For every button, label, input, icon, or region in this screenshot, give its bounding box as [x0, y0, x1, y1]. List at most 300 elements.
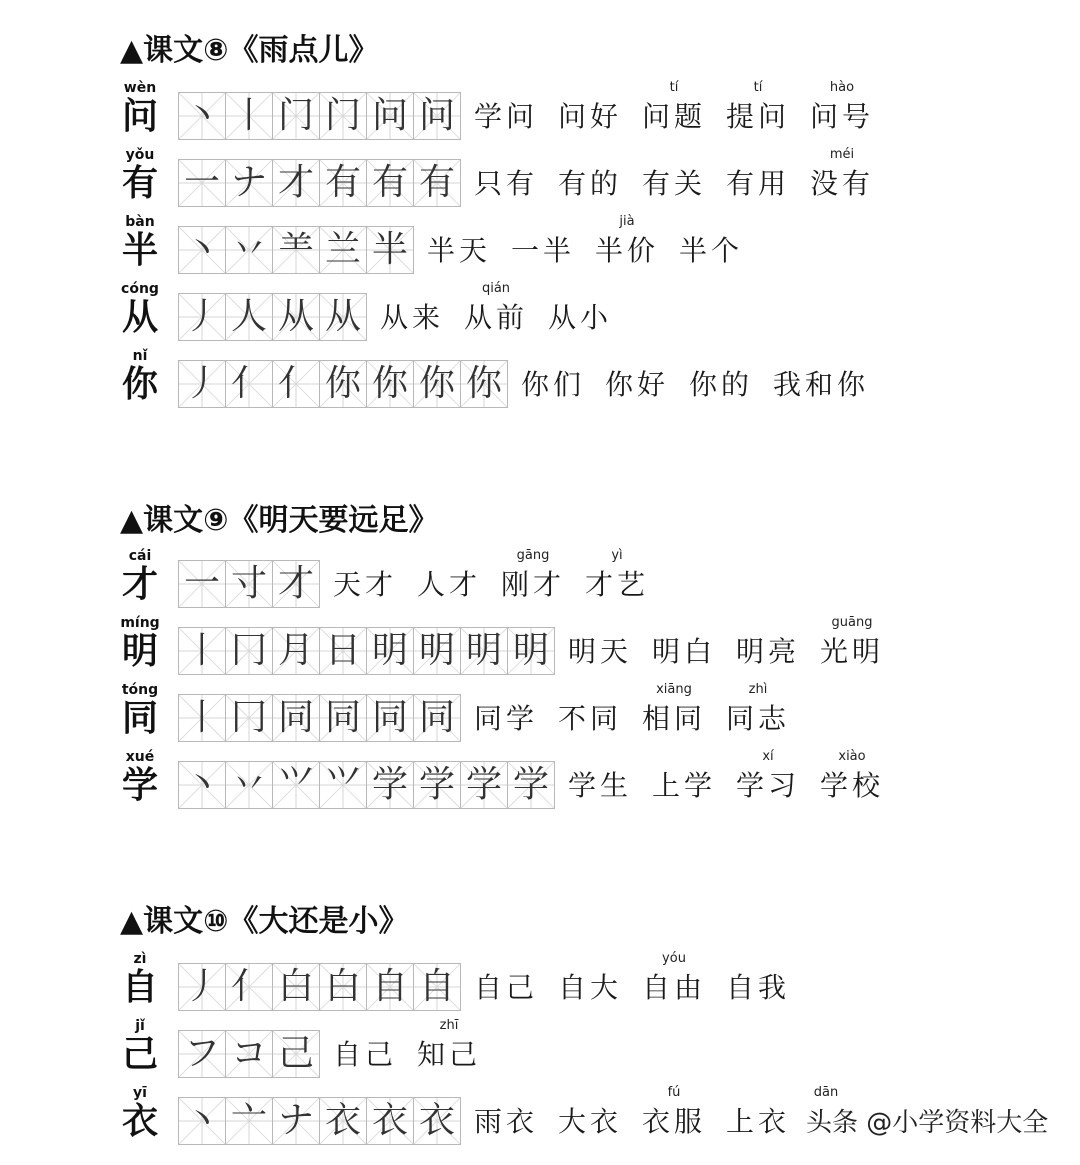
word-text: 半价 [595, 234, 660, 267]
vocab-word [642, 951, 706, 1011]
watermark: 头条 @小学资料大全 [806, 1108, 1049, 1138]
word-text: 明天 [568, 635, 633, 668]
stroke-step: 一 [183, 563, 220, 604]
vocab-word [474, 147, 538, 207]
character-glyph: 明 [121, 630, 158, 672]
stroke-step: 衣 [418, 1100, 455, 1141]
stroke-cell [178, 694, 226, 742]
stroke-step: 丿 [183, 363, 220, 404]
word-text: 明白 [652, 635, 717, 668]
vocab-word [652, 749, 716, 809]
stroke-cell [319, 360, 367, 408]
word-text: 你们 [521, 368, 586, 401]
character-glyph: 自 [121, 966, 158, 1008]
character-pinyin: cóng [121, 281, 159, 297]
character-row [0, 615, 1080, 685]
word-text: 没有 [810, 167, 875, 200]
stroke-step: 门 [277, 95, 314, 136]
stroke-order-grid [178, 226, 413, 274]
word-text: 问号 [810, 100, 875, 133]
vocab-word [474, 682, 538, 742]
stroke-step: 亻 [230, 966, 267, 1007]
vocab-word [474, 80, 538, 140]
character-row [0, 1018, 1080, 1088]
word-list [568, 615, 904, 675]
vocab-word [568, 749, 632, 809]
word-pinyin: tí [669, 80, 679, 95]
vocab-word [558, 147, 622, 207]
word-list [474, 1085, 862, 1145]
stroke-step: 学 [418, 764, 455, 805]
word-text: 衣服 [642, 1105, 707, 1138]
stroke-step: 才 [277, 563, 314, 604]
stroke-cell [507, 761, 555, 809]
character-pinyin: yǒu [125, 147, 155, 163]
stroke-step: 学 [465, 764, 502, 805]
vocab-word [820, 749, 884, 809]
stroke-cell [225, 293, 273, 341]
character-pinyin: nǐ [132, 348, 148, 364]
word-text: 同志 [726, 702, 791, 735]
word-text: 一半 [511, 234, 576, 267]
vocab-word [474, 951, 538, 1011]
stroke-cell [178, 226, 226, 274]
stroke-step: 明 [371, 630, 408, 671]
vocab-word [726, 147, 790, 207]
stroke-step: 白 [277, 966, 314, 1007]
character-pinyin: jǐ [135, 1018, 145, 1034]
stroke-step: 丿 [183, 966, 220, 1007]
word-list [474, 80, 894, 140]
word-text: 提问 [726, 100, 791, 133]
character-glyph: 同 [121, 697, 158, 739]
vocab-word [726, 80, 790, 140]
vocab-word [810, 147, 874, 207]
stroke-step: 从 [277, 296, 314, 337]
lesson-title: ▲课文⑨《明天要远足》 [120, 503, 439, 538]
stroke-step: 人 [230, 296, 267, 337]
word-pinyin: tí [753, 80, 763, 95]
vocab-word [642, 682, 706, 742]
stroke-cell [225, 761, 273, 809]
stroke-step: 自 [371, 966, 408, 1007]
word-text: 学校 [820, 769, 885, 802]
stroke-cell [178, 360, 226, 408]
word-text: 明亮 [736, 635, 801, 668]
character-row [0, 214, 1080, 284]
character-pinyin: xué [125, 749, 155, 765]
word-text: 你好 [605, 368, 670, 401]
stroke-cell [319, 92, 367, 140]
word-text: 问题 [642, 100, 707, 133]
stroke-step: 明 [512, 630, 549, 671]
word-list [380, 281, 632, 341]
stroke-step: 丨 [230, 95, 267, 136]
word-pinyin: guāng [831, 615, 873, 630]
word-text: 从前 [464, 301, 529, 334]
vocab-word [820, 615, 884, 675]
vocab-word [417, 548, 481, 608]
stroke-step: 一 [183, 162, 220, 203]
vocab-word [558, 80, 622, 140]
stroke-cell [178, 761, 226, 809]
stroke-step: 丶 [183, 229, 220, 270]
vocab-word [380, 281, 444, 341]
stroke-cell [178, 963, 226, 1011]
character-row [0, 749, 1080, 819]
character-glyph: 你 [121, 363, 158, 405]
word-pinyin: dān [813, 1085, 839, 1100]
vocab-word [726, 682, 790, 742]
word-pinyin: xiào [838, 749, 866, 764]
stroke-cell [272, 761, 320, 809]
character-glyph: 衣 [121, 1100, 158, 1142]
word-text: 自己 [474, 971, 539, 1004]
stroke-step: 衣 [324, 1100, 361, 1141]
stroke-cell [225, 159, 273, 207]
stroke-order-grid [178, 360, 507, 408]
vocab-word [736, 749, 800, 809]
stroke-step: 学 [371, 764, 408, 805]
stroke-cell [225, 1097, 273, 1145]
vocab-word [652, 615, 716, 675]
word-pinyin: xiāng [656, 682, 692, 697]
word-text: 你的 [689, 368, 754, 401]
word-text: 从来 [380, 301, 445, 334]
stroke-cell [272, 226, 320, 274]
word-text: 刚才 [501, 568, 566, 601]
vocab-word [501, 548, 565, 608]
stroke-cell [366, 1097, 414, 1145]
stroke-cell [178, 92, 226, 140]
stroke-step: 亠 [230, 1100, 267, 1141]
vocab-word [679, 214, 743, 274]
stroke-cell [413, 761, 461, 809]
stroke-step: 丨 [183, 630, 220, 671]
word-text: 人才 [417, 568, 482, 601]
word-text: 从小 [548, 301, 613, 334]
stroke-step: 丿 [183, 296, 220, 337]
character-glyph: 从 [121, 296, 158, 338]
stroke-step: コ [230, 1033, 267, 1074]
stroke-cell [366, 761, 414, 809]
word-list [474, 951, 810, 1011]
word-text: 有关 [642, 167, 707, 200]
vocab-word [558, 1085, 622, 1145]
stroke-step: 丶 [183, 1100, 220, 1141]
stroke-cell [319, 1097, 367, 1145]
vocab-word [585, 548, 649, 608]
word-list [474, 682, 810, 742]
vocab-word [726, 1085, 790, 1145]
vocab-word [689, 348, 753, 408]
word-text: 半天 [427, 234, 492, 267]
vocab-word [568, 615, 632, 675]
stroke-step: 月 [277, 630, 314, 671]
stroke-cell [319, 694, 367, 742]
stroke-step: ⺍ [277, 764, 314, 805]
vocab-word [333, 1018, 397, 1078]
vocab-word [511, 214, 575, 274]
stroke-order-grid [178, 694, 460, 742]
stroke-cell [225, 1030, 273, 1078]
word-text: 只有 [474, 167, 539, 200]
stroke-step: 自 [418, 966, 455, 1007]
stroke-cell [413, 963, 461, 1011]
stroke-step: 同 [277, 697, 314, 738]
vocab-word [726, 951, 790, 1011]
stroke-step: 你 [465, 363, 502, 404]
stroke-cell [366, 963, 414, 1011]
stroke-step: 白 [324, 966, 361, 1007]
vocab-word [548, 281, 612, 341]
stroke-step: 丷 [230, 229, 267, 270]
word-text: 才艺 [585, 568, 650, 601]
word-list [333, 1018, 501, 1078]
stroke-step: 亻 [277, 363, 314, 404]
vocab-word [558, 682, 622, 742]
stroke-order-grid [178, 560, 319, 608]
vocab-word [521, 348, 585, 408]
stroke-step: 你 [371, 363, 408, 404]
stroke-cell [272, 293, 320, 341]
stroke-order-grid [178, 761, 554, 809]
stroke-step: 明 [465, 630, 502, 671]
word-pinyin: méi [829, 147, 855, 162]
stroke-step: 明 [418, 630, 455, 671]
word-pinyin: yóu [662, 951, 686, 966]
word-text: 学习 [736, 769, 801, 802]
stroke-cell [178, 560, 226, 608]
character-row [0, 548, 1080, 618]
vocab-word [417, 1018, 481, 1078]
stroke-cell [272, 159, 320, 207]
stroke-order-grid [178, 1097, 460, 1145]
stroke-cell [272, 963, 320, 1011]
stroke-step: 问 [418, 95, 455, 136]
character-pinyin: míng [120, 615, 160, 631]
stroke-step: 同 [324, 697, 361, 738]
stroke-cell [413, 627, 461, 675]
word-text: 半个 [679, 234, 744, 267]
character-glyph: 有 [121, 162, 158, 204]
stroke-step: ⺷ [277, 229, 314, 270]
lesson-title: ▲课文⑩《大还是小》 [120, 904, 409, 939]
stroke-step: 己 [277, 1033, 314, 1074]
stroke-step: 丷 [230, 764, 267, 805]
stroke-cell [319, 761, 367, 809]
stroke-step: 有 [371, 162, 408, 203]
stroke-cell [225, 226, 273, 274]
vocab-word [736, 615, 800, 675]
stroke-cell [460, 360, 508, 408]
stroke-cell [178, 1097, 226, 1145]
stroke-step: 有 [418, 162, 455, 203]
word-pinyin: hào [829, 80, 855, 95]
stroke-order-grid [178, 293, 366, 341]
stroke-step: ナ [277, 1100, 314, 1141]
stroke-cell [272, 560, 320, 608]
character-glyph: 才 [121, 563, 158, 605]
stroke-cell [225, 92, 273, 140]
stroke-step: 才 [277, 162, 314, 203]
stroke-step: 问 [371, 95, 408, 136]
stroke-cell [178, 293, 226, 341]
stroke-cell [272, 694, 320, 742]
stroke-cell [225, 627, 273, 675]
stroke-step: 门 [324, 95, 361, 136]
word-pinyin: yì [611, 548, 623, 563]
stroke-cell [413, 92, 461, 140]
character-pinyin: wèn [123, 80, 157, 96]
word-list [427, 214, 763, 274]
stroke-cell [272, 360, 320, 408]
stroke-step: 你 [418, 363, 455, 404]
stroke-order-grid [178, 963, 460, 1011]
stroke-step: 丶 [183, 764, 220, 805]
stroke-cell [413, 159, 461, 207]
stroke-step: 亻 [230, 363, 267, 404]
stroke-cell [366, 159, 414, 207]
word-text: 雨衣 [474, 1105, 539, 1138]
stroke-step: 丨 [183, 697, 220, 738]
stroke-step: 有 [324, 162, 361, 203]
vocab-word [642, 1085, 706, 1145]
word-text: 同学 [474, 702, 539, 735]
stroke-cell [225, 560, 273, 608]
stroke-step: フ [183, 1033, 220, 1074]
character-glyph: 问 [121, 95, 158, 137]
word-pinyin: zhī [439, 1018, 459, 1033]
stroke-step: 兰 [324, 229, 361, 270]
character-row [0, 80, 1080, 150]
stroke-step: 半 [371, 229, 408, 270]
character-pinyin: zì [133, 951, 147, 967]
character-row [0, 147, 1080, 217]
stroke-cell [225, 694, 273, 742]
word-text: 问好 [558, 100, 623, 133]
stroke-cell [413, 1097, 461, 1145]
stroke-step: 日 [324, 630, 361, 671]
character-glyph: 己 [121, 1033, 158, 1075]
character-row [0, 348, 1080, 418]
word-list [474, 147, 894, 207]
stroke-step: 从 [324, 296, 361, 337]
vocab-word [558, 951, 622, 1011]
stroke-cell [272, 1030, 320, 1078]
stroke-order-grid [178, 1030, 319, 1078]
stroke-cell [319, 627, 367, 675]
lesson-title: ▲课文⑧《雨点儿》 [120, 33, 379, 68]
stroke-cell [319, 226, 367, 274]
stroke-cell [366, 360, 414, 408]
vocab-word [595, 214, 659, 274]
word-text: 上衣 [726, 1105, 791, 1138]
stroke-step: 寸 [230, 563, 267, 604]
stroke-step: 你 [324, 363, 361, 404]
stroke-cell [507, 627, 555, 675]
word-list [568, 749, 904, 809]
word-text: 光明 [820, 635, 885, 668]
stroke-order-grid [178, 627, 554, 675]
character-row [0, 281, 1080, 351]
stroke-cell [178, 159, 226, 207]
stroke-cell [225, 360, 273, 408]
word-text: 学生 [568, 769, 633, 802]
character-glyph: 学 [121, 764, 158, 806]
word-text: 天才 [333, 568, 398, 601]
stroke-step: ナ [230, 162, 267, 203]
word-pinyin: qián [481, 281, 511, 296]
stroke-cell [272, 627, 320, 675]
stroke-cell [413, 360, 461, 408]
word-text: 有的 [558, 167, 623, 200]
word-text: 上学 [652, 769, 717, 802]
stroke-step: 衣 [371, 1100, 408, 1141]
character-row [0, 682, 1080, 752]
word-pinyin: fú [667, 1085, 681, 1100]
word-pinyin: zhì [748, 682, 768, 697]
word-text: 自己 [333, 1038, 398, 1071]
character-pinyin: yī [133, 1085, 147, 1101]
character-pinyin: bàn [125, 214, 155, 230]
word-text: 相同 [642, 702, 707, 735]
stroke-cell [460, 761, 508, 809]
word-text: 自由 [642, 971, 707, 1004]
character-glyph: 半 [121, 229, 158, 271]
character-row [0, 951, 1080, 1021]
word-text: 知己 [417, 1038, 482, 1071]
word-text: 学问 [474, 100, 539, 133]
stroke-cell [366, 694, 414, 742]
vocab-word [605, 348, 669, 408]
stroke-cell [366, 627, 414, 675]
stroke-cell [319, 963, 367, 1011]
stroke-step: 同 [418, 697, 455, 738]
vocab-word [464, 281, 528, 341]
stroke-cell [272, 1097, 320, 1145]
stroke-cell [460, 627, 508, 675]
word-pinyin: gāng [516, 548, 550, 563]
vocab-word [642, 80, 706, 140]
stroke-step: 冂 [230, 697, 267, 738]
stroke-cell [272, 92, 320, 140]
word-text: 大衣 [558, 1105, 623, 1138]
word-pinyin: jià [619, 214, 635, 229]
word-text: 我和你 [773, 368, 870, 401]
stroke-step: 同 [371, 697, 408, 738]
word-list [521, 348, 889, 408]
character-pinyin: tóng [121, 682, 159, 698]
stroke-step: 丶 [183, 95, 220, 136]
word-text: 不同 [558, 702, 623, 735]
stroke-order-grid [178, 92, 460, 140]
word-pinyin: xí [762, 749, 774, 764]
stroke-cell [319, 293, 367, 341]
vocab-word [427, 214, 491, 274]
stroke-cell [225, 963, 273, 1011]
stroke-step: 学 [512, 764, 549, 805]
character-pinyin: cái [128, 548, 152, 564]
word-text: 自大 [558, 971, 623, 1004]
word-text: 自我 [726, 971, 791, 1004]
vocab-word [333, 548, 397, 608]
stroke-step: 冂 [230, 630, 267, 671]
stroke-cell [366, 92, 414, 140]
stroke-cell [413, 694, 461, 742]
stroke-cell [366, 226, 414, 274]
stroke-step: ⺍ [324, 764, 361, 805]
